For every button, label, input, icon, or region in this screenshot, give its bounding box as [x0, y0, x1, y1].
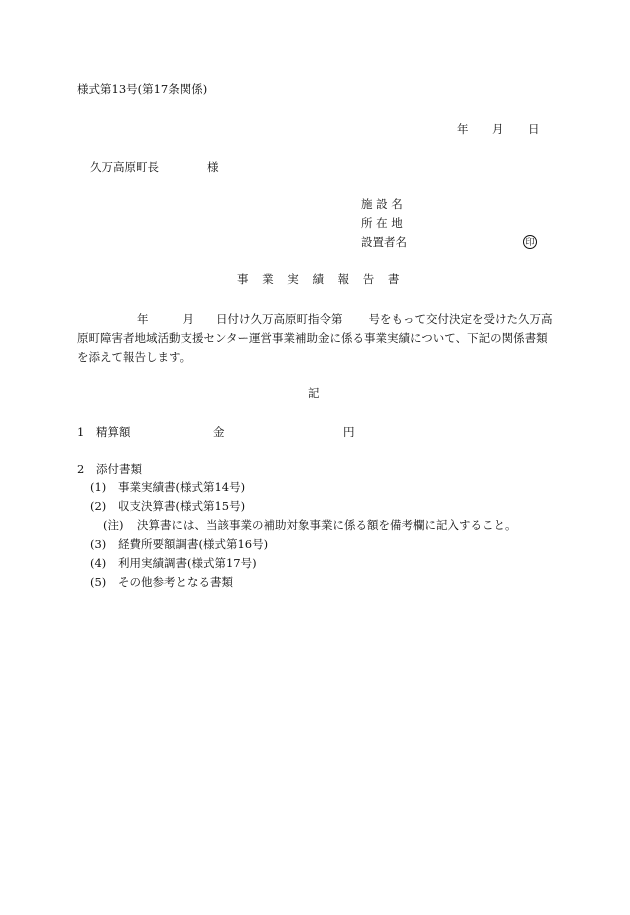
- ki-mark: 記: [308, 386, 320, 400]
- item1-label: 精算額: [96, 425, 131, 439]
- doc-1-num: (1): [90, 480, 107, 494]
- date-day: 日: [528, 122, 540, 136]
- doc-5-text: その他参考となる書類: [118, 575, 233, 589]
- note-num: (注): [103, 518, 124, 532]
- doc-3-num: (3): [90, 537, 107, 551]
- item1-number: 1: [77, 425, 85, 439]
- addressee-name: 久万高原町長: [90, 160, 159, 174]
- doc-5-num: (5): [90, 575, 107, 589]
- doc-1-text: 事業実績書(様式第14号): [118, 480, 246, 494]
- body-text-a: 日付け久万高原町指令第: [216, 312, 343, 326]
- item1-kin: 金: [213, 425, 225, 439]
- document-title: 事 業 実 績 報 告 書: [237, 272, 405, 286]
- item1-yen: 円: [343, 425, 355, 439]
- note-text: 決算書には、当該事業の補助対象事業に係る額を備考欄に記入すること。: [137, 518, 517, 532]
- facility-name-label: 施 設 名: [361, 197, 403, 211]
- doc-3-text: 経費所要額調書(様式第16号): [118, 537, 269, 551]
- body-year: 年: [137, 312, 149, 326]
- item2-number: 2: [77, 462, 85, 476]
- founder-name-label: 設置者名: [361, 235, 407, 249]
- doc-2-text: 収支決算書(様式第15号): [118, 499, 246, 513]
- doc-4-text: 利用実績調書(様式第17号): [118, 556, 257, 570]
- doc-2-num: (2): [90, 499, 107, 513]
- address-label: 所 在 地: [361, 216, 403, 230]
- doc-4-num: (4): [90, 556, 107, 570]
- form-number: 様式第13号(第17条関係): [77, 82, 208, 96]
- addressee-honorific: 様: [207, 160, 219, 174]
- body-text-b: 号をもって交付決定を受けた久万高原町障害者地域活動支援センター運営事業補助金に係る事業実績について、下記の関係書類を添えて報告します。: [77, 312, 553, 364]
- date-month: 月: [492, 122, 504, 136]
- seal-mark: 印: [523, 235, 537, 249]
- report-body: [77, 310, 555, 367]
- item2-label: 添付書類: [96, 462, 142, 476]
- body-month: 月: [182, 312, 194, 326]
- date-year: 年: [457, 122, 469, 136]
